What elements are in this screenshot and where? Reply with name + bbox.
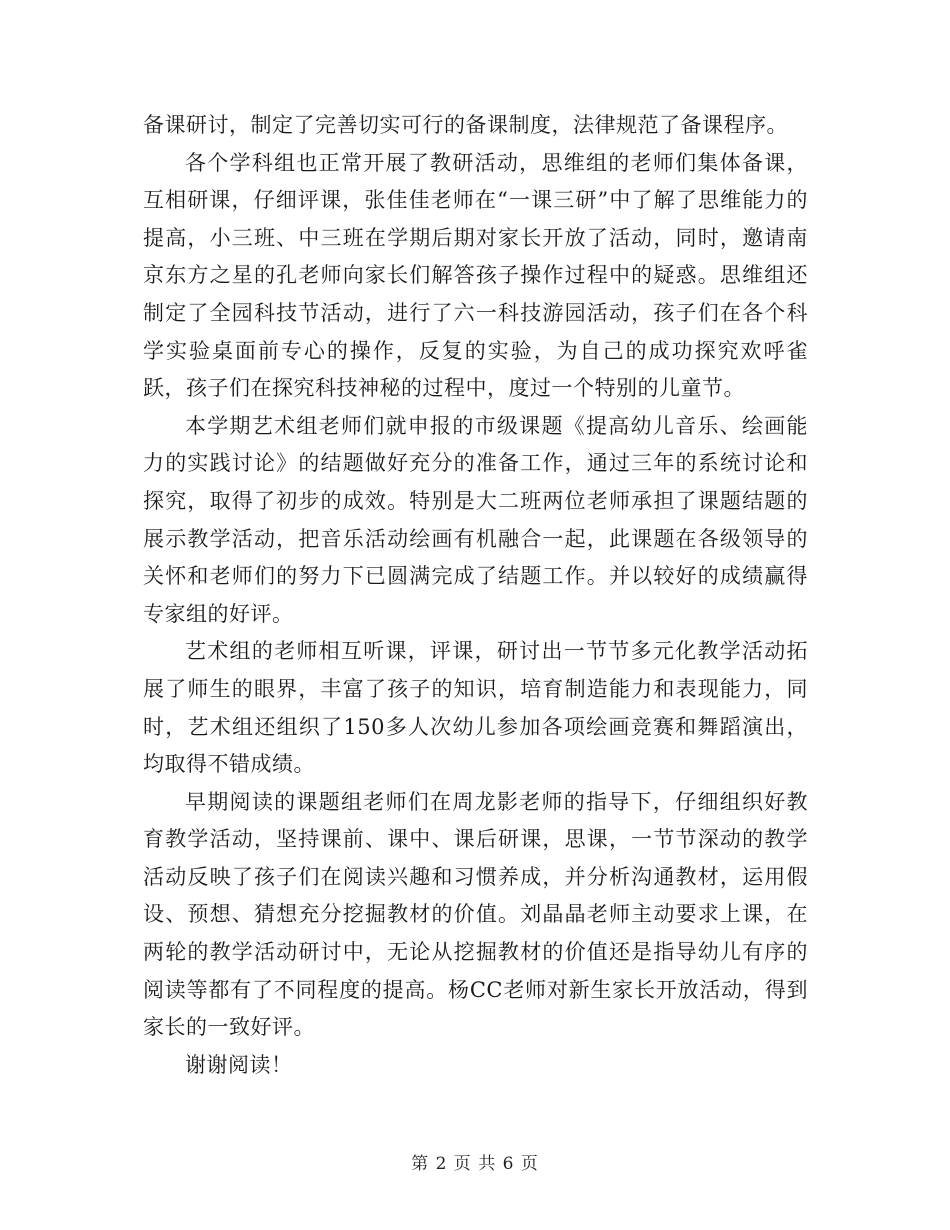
page-number-label: 第 2 页 共 6 页 [411, 1154, 539, 1174]
paragraph-closing: 谢谢阅读！ [185, 1052, 293, 1077]
paragraph-early-reading: 早期阅读的课题组老师们在周龙影老师的指导下，仔细组织好教育教学活动，坚持课前、课中、课后研课，思课，一节节深动的教学活动反映了孩子们在阅读兴趣和习惯养成，并分析沟通教材，运用假设、预想、猜想充分挖掘教材的价值。刘晶晶老师主动要求上课，在两轮的教学活动研讨中，无论从挖掘教材的价值还是指导幼儿有序的阅读等都有了不同程度的提高。杨CC老师对新生家长开放活动，得到家长的一致好评。 [143, 789, 808, 1040]
paragraph-art-group-project: 本学期艺术组老师们就申报的市级课题《提高幼儿音乐、绘画能力的实践讨论》的结题做好充分的准备工作，通过三年的系统讨论和探究，取得了初步的成效。特别是大二班两位老师承担了课题结题的展示教学活动，把音乐活动绘画有机融合一起，此课题在各级领导的关怀和老师们的努力下已圆满完成了结题工作。并以较好的成绩赢得专家组的好评。 [143, 413, 808, 626]
page-footer [0, 1152, 950, 1176]
paragraph-thinking-group: 各个学科组也正常开展了教研活动，思维组的老师们集体备课，互相研课，仔细评课，张佳佳老师在“一课三研”中了解了思维能力的提高，小三班、中三班在学期后期对家长开放了活动，同时，邀请南京东方之星的孔老师向家长们解答孩子操作过程中的疑惑。思维组还制定了全园科技节活动，进行了六一科技游园活动，孩子们在各个科学实验桌面前专心的操作，反复的实验，为自己的成功探究欢呼雀跃，孩子们在探究科技神秘的过程中，度过一个特别的儿童节。 [143, 150, 808, 401]
paragraph-continued: 备课研讨，制定了完善切实可行的备课制度，法律规范了备课程序。 [143, 113, 788, 137]
document-body [143, 107, 808, 1084]
paragraph-art-group-activities: 艺术组的老师相互听课，评课，研讨出一节节多元化教学活动拓展了师生的眼界，丰富了孩子的知识，培育制造能力和表现能力，同时，艺术组还组织了150多人次幼儿参加各项绘画竞赛和舞蹈演出，均取得不错成绩。 [143, 639, 808, 777]
